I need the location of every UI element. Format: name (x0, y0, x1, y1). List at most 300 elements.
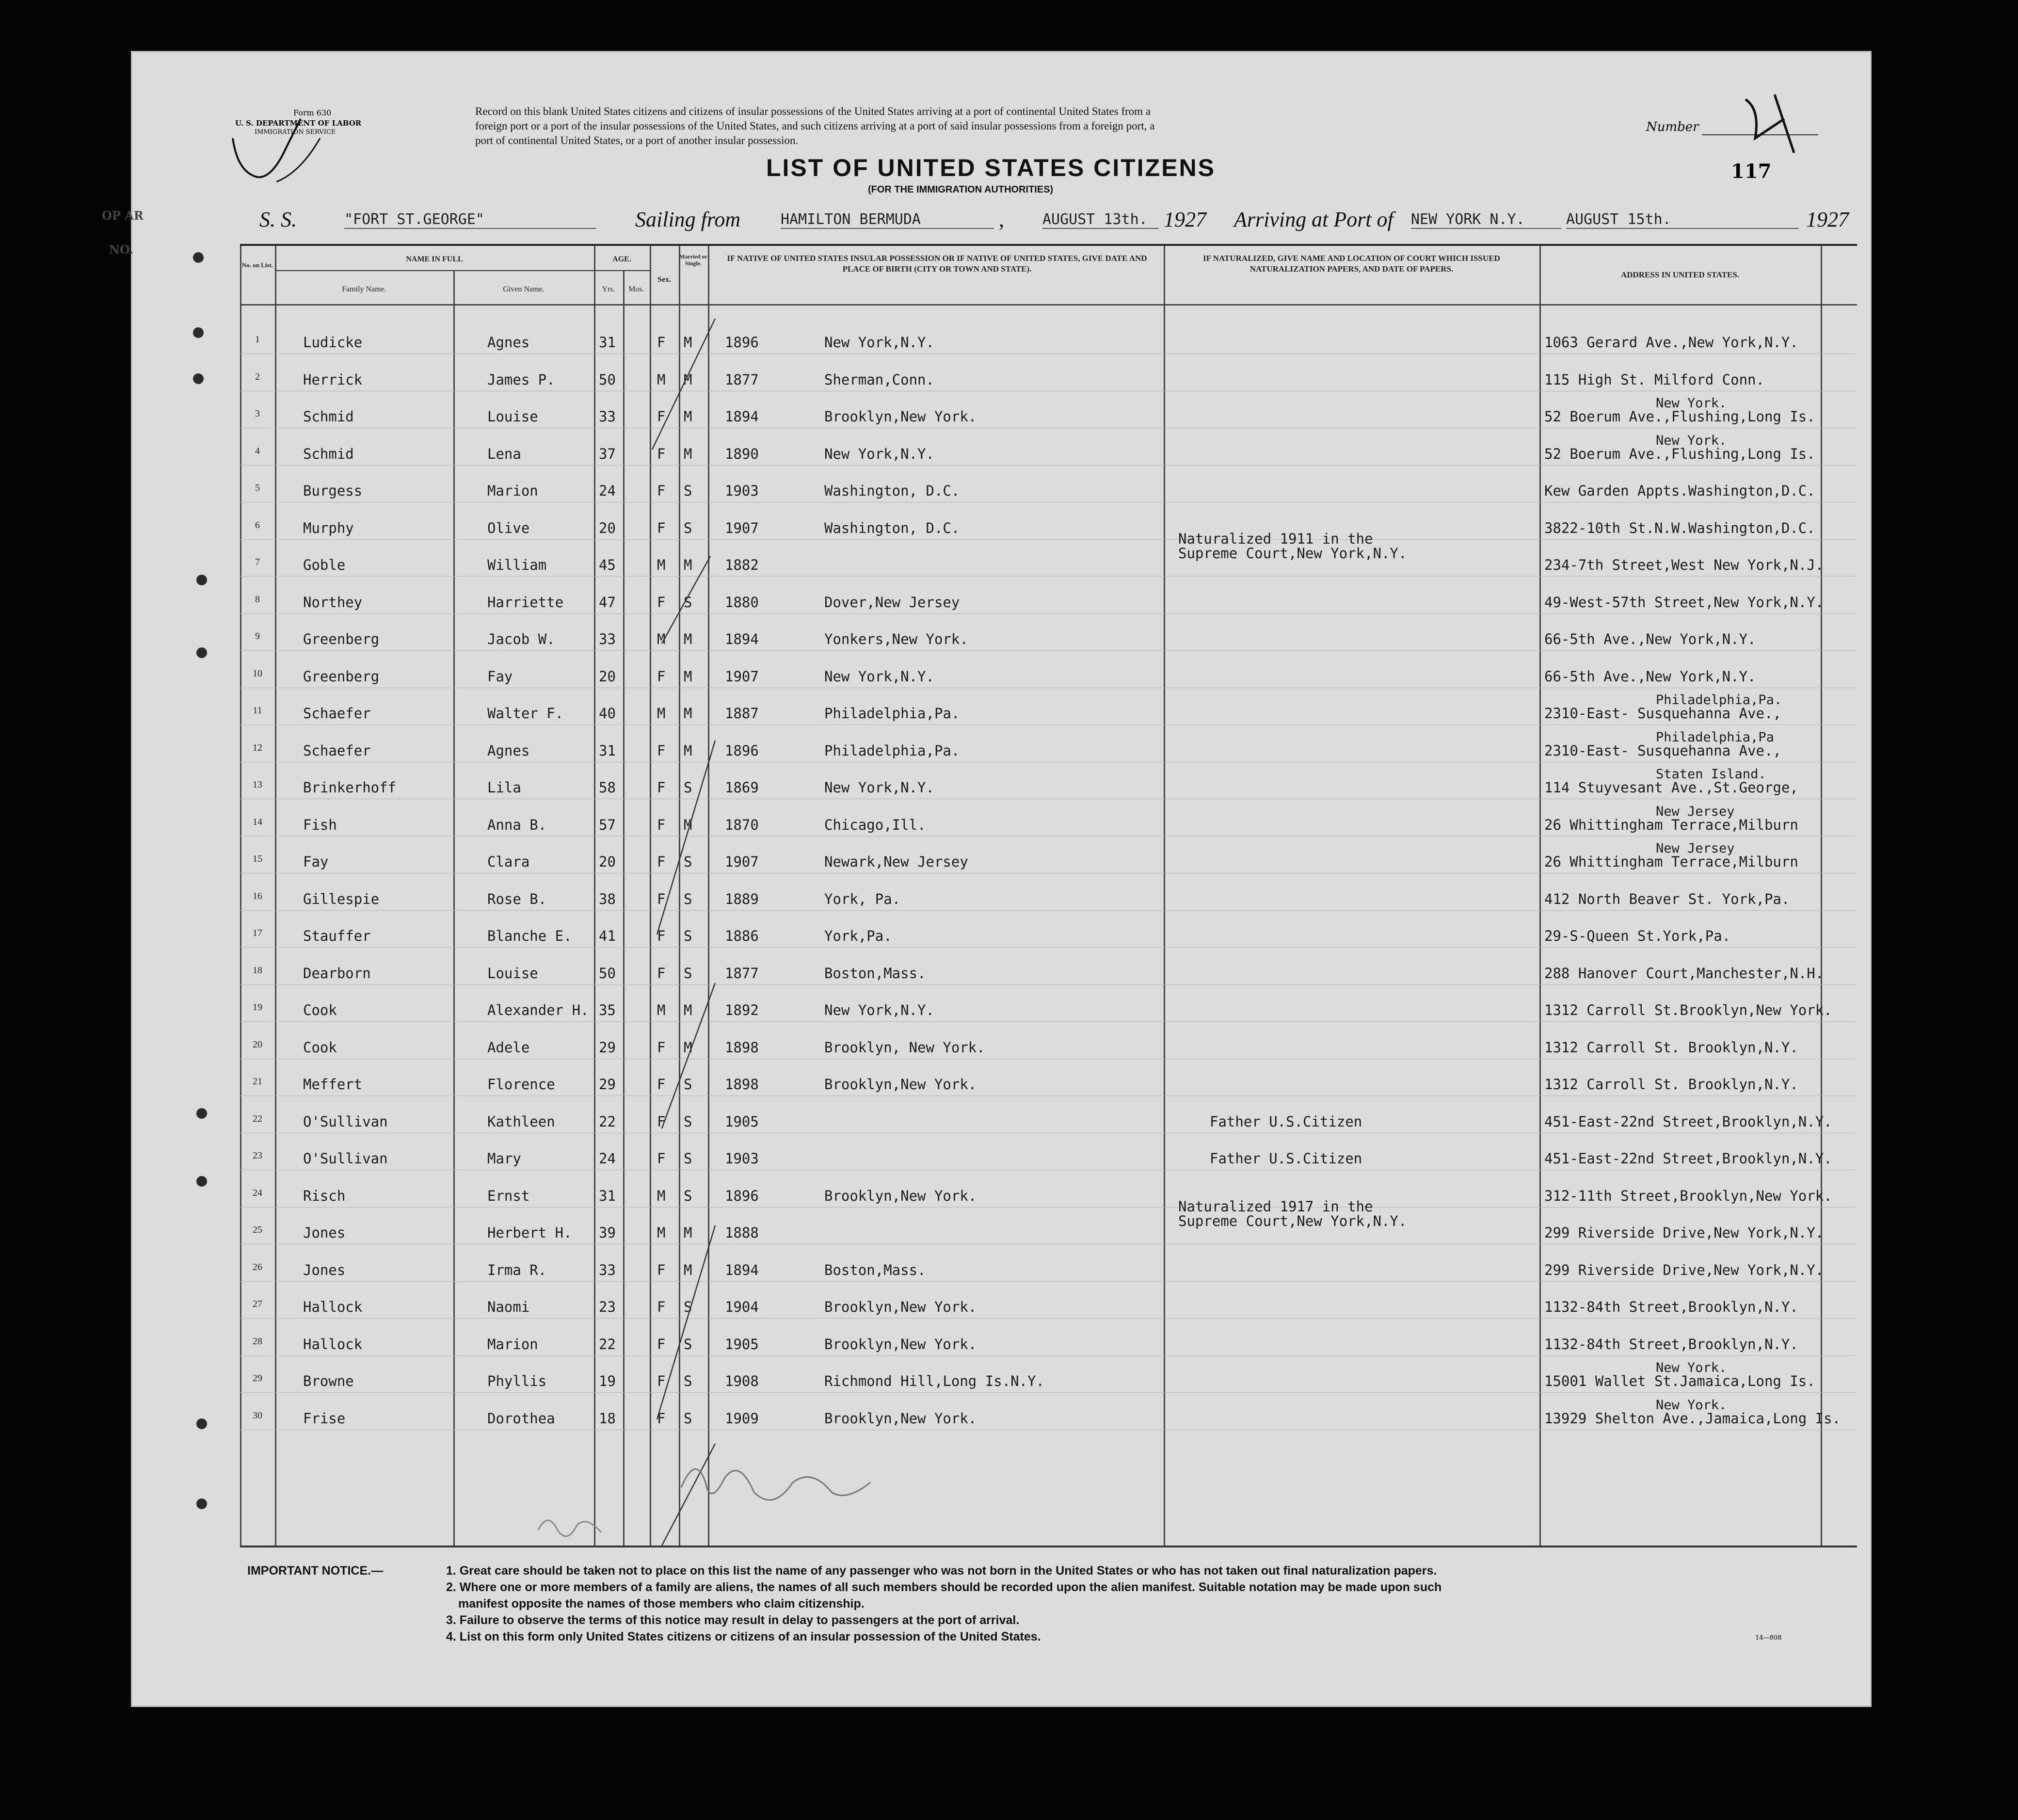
cell-family: Schaefer (303, 705, 371, 722)
cell-address-note: New York. (1656, 433, 1727, 448)
cell-address: Kew Garden Appts.Washington,D.C. (1544, 483, 1815, 499)
cell-age: 40 (599, 705, 616, 722)
cell-place: York,Pa. (824, 928, 892, 944)
cell-place: Chicago,Ill. (824, 816, 926, 833)
cell-year: 1889 (725, 890, 759, 907)
cell-given: Mary (487, 1150, 521, 1167)
cell-given: Adele (487, 1039, 530, 1056)
cell-address: 412 North Beaver St. York,Pa. (1544, 890, 1790, 907)
cell-no: 4 (255, 445, 260, 456)
cell-sex: M (657, 631, 666, 647)
cell-family: Stauffer (303, 928, 371, 944)
cell-given: Harriette (487, 594, 564, 611)
sailing-date: AUGUST 13th. (1042, 211, 1159, 229)
cell-age: 31 (599, 742, 616, 759)
col-header-naturalized: IF NATURALIZED, GIVE NAME AND LOCATION OF COURT WHICH ISSUED NATURALIZATION PAPERS, AND DATE OF PAPERS. (1203, 254, 1500, 274)
col-sep (275, 246, 276, 1546)
page-title: LIST OF UNITED STATES CITIZENS (766, 154, 1216, 181)
cell-age: 39 (599, 1224, 616, 1241)
cell-age: 45 (599, 557, 616, 573)
cell-sex: F (657, 1373, 666, 1389)
cell-no: 12 (253, 742, 262, 753)
cell-address: 299 Riverside Drive,New York,N.Y. (1544, 1224, 1824, 1241)
margin-fragment-1: OP AR (102, 209, 144, 223)
cell-naturalized: Naturalized 1917 in the (1178, 1198, 1373, 1215)
notice-item-2: 2. Where one or more members of a family are aliens, the names of all such members should be recorded upon the alien manifest. Suitable notation may be made upon such (446, 1580, 1442, 1594)
page-number: 117 (1731, 160, 1772, 183)
cell-age: 23 (599, 1299, 616, 1315)
cell-place: Sherman,Conn. (824, 371, 934, 388)
handwritten-check-mark (228, 109, 335, 196)
cell-sex: F (657, 408, 666, 425)
ss-label: S. S. (259, 208, 297, 231)
cell-naturalized: Father U.S.Citizen (1210, 1150, 1362, 1167)
cell-place: Dover,New Jersey (824, 594, 960, 611)
cell-family: Greenberg (303, 631, 380, 647)
cell-age: 31 (599, 334, 616, 351)
cell-sex: F (657, 1076, 666, 1093)
cell-sex: F (657, 1410, 666, 1427)
instruction-line-3: port of continental United States, or a port of another insular possession. (475, 134, 799, 146)
punch-hole (193, 373, 204, 384)
cell-given: Florence (487, 1076, 555, 1093)
cell-given: Agnes (487, 334, 530, 351)
cell-family: Frise (303, 1410, 346, 1427)
cell-family: Cook (303, 1002, 337, 1018)
cell-no: 17 (253, 928, 262, 938)
cell-year: 1896 (725, 334, 759, 351)
notice-label: IMPORTANT NOTICE.— (247, 1564, 384, 1578)
cell-address: 52 Boerum Ave.,Flushing,Long Is. (1544, 445, 1815, 462)
cell-no: 26 (253, 1261, 262, 1272)
cell-given: Lila (487, 779, 521, 796)
cell-no: 29 (253, 1373, 262, 1384)
cell-address-note: Philadelphia,Pa. (1656, 693, 1782, 708)
col-sep (594, 246, 595, 1546)
cell-place: Brooklyn, New York. (824, 1039, 985, 1056)
cell-no: 16 (253, 890, 262, 902)
cell-no: 20 (253, 1039, 262, 1050)
cell-year: 1894 (725, 631, 759, 647)
col-header-mos: Mos. (628, 285, 644, 293)
cell-ms: S (684, 519, 692, 536)
cell-sex: F (657, 519, 666, 536)
department-line: U. S. DEPARTMENT OF LABOR (235, 119, 362, 128)
cell-no: 1 (255, 334, 260, 345)
cell-given: Agnes (487, 742, 530, 759)
col-header-birth: IF NATIVE OF UNITED STATES INSULAR POSSESSION OR IF NATIVE OF UNITED STATES, GIVE DATE AND PLACE OF BIRTH (CITY OR TOWN AND STATE). (727, 254, 1147, 274)
cell-address: 1063 Gerard Ave.,New York,N.Y. (1544, 334, 1798, 351)
row-rule (240, 1318, 1857, 1319)
cell-ms: S (684, 1410, 692, 1427)
cell-ms: M (684, 1261, 692, 1278)
punch-hole (196, 1108, 207, 1119)
cell-ms: M (684, 705, 692, 722)
col-sep (453, 270, 455, 1546)
cell-year: 1905 (725, 1336, 759, 1353)
cell-no: 11 (253, 705, 262, 716)
cell-ms: S (684, 1113, 692, 1130)
cell-given: Alexander H. (487, 1002, 589, 1018)
cell-given: Walter F. (487, 705, 564, 722)
cell-given: Blanche E. (487, 928, 572, 944)
cell-no: 10 (253, 668, 262, 679)
cell-given: Irma R. (487, 1261, 547, 1278)
col-header-given: Given Name. (503, 285, 545, 293)
cell-sex: F (657, 890, 666, 907)
cell-address-note: New York. (1656, 1360, 1727, 1375)
punch-hole (193, 327, 204, 338)
cell-sex: F (657, 928, 666, 944)
cell-place: New York,N.Y. (824, 779, 934, 796)
cell-address: 13929 Shelton Ave.,Jamaica,Long Is. (1544, 1410, 1841, 1427)
cell-age: 33 (599, 631, 616, 647)
cell-age: 29 (599, 1039, 616, 1056)
row-rule (240, 613, 1857, 614)
cell-sex: F (657, 1039, 666, 1056)
cell-family: Risch (303, 1187, 346, 1204)
cell-age: 47 (599, 594, 616, 611)
cell-place: Washington, D.C. (824, 483, 960, 499)
cell-no: 27 (253, 1299, 262, 1309)
cell-address: 1312 Carroll St. Brooklyn,N.Y. (1544, 1076, 1798, 1093)
col-sep (1164, 246, 1165, 1546)
punch-hole (196, 647, 207, 658)
cell-ms: M (684, 557, 692, 573)
cell-family: Northey (303, 594, 363, 611)
cell-address: 2310-East- Susquehanna Ave., (1544, 705, 1781, 722)
cell-place: Brooklyn,New York. (824, 1336, 977, 1353)
cell-age: 22 (599, 1336, 616, 1353)
cell-place: Philadelphia,Pa. (824, 705, 960, 722)
arrival-port: NEW YORK N.Y. (1411, 211, 1561, 229)
cell-family: Jones (303, 1224, 346, 1241)
cell-place: Brooklyn,New York. (824, 1076, 977, 1093)
cell-given: Jacob W. (487, 631, 555, 647)
cell-address-note: New York. (1656, 1397, 1727, 1413)
cell-sex: F (657, 483, 666, 499)
cell-age: 31 (599, 1187, 616, 1204)
cell-address: 234-7th Street,West New York,N.J. (1544, 557, 1824, 573)
cell-sex: F (657, 1336, 666, 1353)
cell-ms: M (684, 1224, 692, 1241)
cell-given: Kathleen (487, 1113, 555, 1130)
cell-family: Schmid (303, 445, 354, 462)
punch-hole (196, 575, 207, 585)
cell-no: 14 (253, 816, 262, 827)
instruction-line-2: foreign port or a port of the insular possessions of the United States, and such citizens arriving at a port of said insular possessions from a foreign port, a (475, 120, 1155, 132)
notice-item-1: 1. Great care should be taken not to place on this list the name of any passenger who was not born in the United States or who has not taken out final naturalization papers. (446, 1564, 1437, 1578)
cell-address: 26 Whittingham Terrace,Milburn (1544, 816, 1798, 833)
cell-ms: M (684, 371, 692, 388)
cell-given: Anna B. (487, 816, 547, 833)
cell-year: 1894 (725, 408, 759, 425)
cell-place: New York,N.Y. (824, 1002, 934, 1018)
arrival-year: 1927 (1806, 208, 1849, 231)
cell-age: 24 (599, 483, 616, 499)
cell-ms: S (684, 1336, 692, 1353)
number-label: Number (1646, 120, 1699, 134)
cell-year: 1905 (725, 1113, 759, 1130)
cell-year: 1892 (725, 1002, 759, 1018)
cell-no: 28 (253, 1336, 262, 1347)
cell-sex: M (657, 1224, 666, 1241)
cell-address: 115 High St. Milford Conn. (1544, 371, 1764, 388)
cell-family: Herrick (303, 371, 363, 388)
manifest-sheet (102, 51, 1872, 1707)
cell-ms: M (684, 631, 692, 647)
cell-family: Hallock (303, 1299, 363, 1315)
cell-year: 1907 (725, 668, 759, 685)
cell-family: Brinkerhoff (303, 779, 397, 796)
row-rule (240, 1021, 1857, 1022)
row-rule (240, 650, 1857, 651)
passenger-table (240, 244, 1857, 1555)
cell-age: 35 (599, 1002, 616, 1018)
cell-no: 18 (253, 965, 262, 976)
cell-given: William (487, 557, 547, 573)
tally-marks (642, 304, 720, 1546)
cell-no: 2 (255, 371, 260, 382)
cell-family: Murphy (303, 519, 354, 536)
cell-ms: M (684, 668, 692, 685)
punch-hole (193, 252, 204, 263)
cell-family: Schmid (303, 408, 354, 425)
cell-ms: S (684, 1373, 692, 1389)
cell-year: 1896 (725, 742, 759, 759)
col-header-yrs: Yrs. (602, 285, 615, 293)
notice-item-2-cont: manifest opposite the names of those members who claim citizenship. (458, 1597, 865, 1611)
cell-age: 33 (599, 408, 616, 425)
cell-ms: M (684, 1039, 692, 1056)
cell-age: 22 (599, 1113, 616, 1130)
cell-no: 13 (253, 779, 262, 790)
cell-ms: M (684, 445, 692, 462)
cell-family: Greenberg (303, 668, 380, 685)
cell-age: 37 (599, 445, 616, 462)
row-rule (240, 910, 1857, 911)
punch-hole (196, 1176, 207, 1187)
cell-given: Olive (487, 519, 530, 536)
cell-sex: M (657, 705, 666, 722)
cell-age: 18 (599, 1410, 616, 1427)
cell-ms: S (684, 1299, 692, 1315)
arriving-label: Arriving at Port of (1234, 208, 1393, 231)
cell-ms: S (684, 965, 692, 982)
cell-family: Cook (303, 1039, 337, 1056)
cell-ms: S (684, 1150, 692, 1167)
row-rule (240, 1355, 1857, 1356)
cell-age: 19 (599, 1373, 616, 1389)
cell-age: 58 (599, 779, 616, 796)
cell-address: 49-West-57th Street,New York,N.Y. (1544, 594, 1824, 611)
cell-year: 1903 (725, 483, 759, 499)
cell-year: 1888 (725, 1224, 759, 1241)
cell-address: 15001 Wallet St.Jamaica,Long Is. (1544, 1373, 1815, 1389)
cell-address: 114 Stuyvesant Ave.,St.George, (1544, 779, 1798, 796)
cell-family: O'Sullivan (303, 1150, 388, 1167)
cell-family: Gillespie (303, 890, 380, 907)
sailing-year: 1927 (1164, 208, 1206, 231)
cell-ms: M (684, 408, 692, 425)
row-rule (240, 1392, 1857, 1393)
cell-naturalized: Naturalized 1911 in the (1178, 531, 1373, 547)
col-sep (1539, 246, 1541, 1546)
cell-family: Hallock (303, 1336, 363, 1353)
cell-family: Fay (303, 854, 329, 870)
pencil-signature (676, 1449, 880, 1521)
cell-sex: F (657, 779, 666, 796)
cell-age: 20 (599, 668, 616, 685)
cell-address: 312-11th Street,Brooklyn,New York. (1544, 1187, 1832, 1204)
cell-ms: S (684, 779, 692, 796)
cell-family: Burgess (303, 483, 363, 499)
cell-no: 30 (253, 1410, 262, 1421)
cell-ms: S (684, 483, 692, 499)
cell-year: 1908 (725, 1373, 759, 1389)
cell-address: 66-5th Ave.,New York,N.Y. (1544, 668, 1756, 685)
cell-given: Marion (487, 1336, 538, 1353)
cell-sex: F (657, 854, 666, 870)
cell-place: Washington, D.C. (824, 519, 960, 536)
cell-sex: F (657, 594, 666, 611)
col-header-name: NAME IN FULL (406, 255, 463, 263)
cell-year: 1890 (725, 445, 759, 462)
cell-sex: F (657, 742, 666, 759)
col-header-address: ADDRESS IN UNITED STATES. (1620, 270, 1740, 279)
cell-given: Naomi (487, 1299, 530, 1315)
notice-item-4: 4. List on this form only United States citizens or citizens of an insular possession of the United States. (446, 1630, 1041, 1643)
cell-sex: F (657, 1113, 666, 1130)
cell-place: New York,N.Y. (824, 668, 934, 685)
cell-year: 1877 (725, 965, 759, 982)
cell-place: Boston,Mass. (824, 1261, 926, 1278)
table-bottom-rule (240, 1546, 1857, 1547)
cell-given: Marion (487, 483, 538, 499)
cell-address: 1312 Carroll St.Brooklyn,New York. (1544, 1002, 1832, 1018)
cell-year: 1877 (725, 371, 759, 388)
cell-given: Dorothea (487, 1410, 555, 1427)
cell-year: 1882 (725, 557, 759, 573)
cell-address: 52 Boerum Ave.,Flushing,Long Is. (1544, 408, 1815, 425)
cell-no: 19 (253, 1002, 262, 1013)
cell-year: 1898 (725, 1039, 759, 1056)
cell-family: Fish (303, 816, 337, 833)
notice-item-3: 3. Failure to observe the terms of this notice may result in delay to passengers at the port of arrival. (446, 1613, 1020, 1627)
service-line: IMMIGRATION SERVICE (255, 129, 336, 136)
cell-given: Phyllis (487, 1373, 547, 1389)
cell-address-note: New Jersey (1656, 841, 1735, 856)
cell-age: 29 (599, 1076, 616, 1093)
cell-sex: M (657, 371, 666, 388)
cell-address-note: Philadelphia,Pa (1656, 729, 1774, 745)
cell-no: 7 (255, 557, 260, 567)
row-rule (240, 465, 1857, 466)
cell-age: 20 (599, 519, 616, 536)
cell-place: Brooklyn,New York. (824, 1410, 977, 1427)
cell-sex: F (657, 445, 666, 462)
cell-sex: F (657, 1150, 666, 1167)
cell-family: Schaefer (303, 742, 371, 759)
cell-no: 8 (255, 594, 260, 605)
cell-ms: S (684, 1076, 692, 1093)
cell-address-note: New Jersey (1656, 804, 1735, 819)
subheader-rule (275, 270, 650, 271)
cell-ms: M (684, 334, 692, 351)
handwritten-number-mark (1726, 90, 1823, 158)
row-rule (240, 1281, 1857, 1282)
cell-family: Browne (303, 1373, 354, 1389)
cell-address-note: Staten Island. (1656, 767, 1766, 782)
cell-ms: M (684, 1002, 692, 1018)
cell-sex: F (657, 668, 666, 685)
cell-place: Newark,New Jersey (824, 854, 968, 870)
cell-year: 1909 (725, 1410, 759, 1427)
cell-naturalized: Father U.S.Citizen (1210, 1113, 1362, 1130)
cell-age: 24 (599, 1150, 616, 1167)
cell-age: 20 (599, 854, 616, 870)
cell-no: 21 (253, 1076, 262, 1087)
cell-sex: M (657, 557, 666, 573)
margin-fragment-2: NO. (109, 242, 133, 257)
cell-given: Rose B. (487, 890, 547, 907)
cell-family: Meffert (303, 1076, 363, 1093)
cell-year: 1898 (725, 1076, 759, 1093)
row-rule (240, 836, 1857, 837)
cell-given: Ernst (487, 1187, 530, 1204)
sailing-from: HAMILTON BERMUDA (781, 211, 994, 229)
cell-sex: F (657, 1299, 666, 1315)
cell-address: 1132-84th Street,Brooklyn,N.Y. (1544, 1299, 1798, 1315)
cell-year: 1870 (725, 816, 759, 833)
col-header-sex: Sex. (657, 275, 671, 284)
cell-year: 1880 (725, 594, 759, 611)
cell-given: James P. (487, 371, 555, 388)
cell-year: 1886 (725, 928, 759, 944)
cell-no: 25 (253, 1224, 262, 1235)
cell-sex: F (657, 1261, 666, 1278)
cell-address: 1312 Carroll St. Brooklyn,N.Y. (1544, 1039, 1798, 1056)
cell-year: 1887 (725, 705, 759, 722)
cell-year: 1869 (725, 779, 759, 796)
cell-naturalized: Supreme Court,New York,N.Y. (1178, 1213, 1407, 1229)
cell-no: 24 (253, 1187, 262, 1198)
cell-place: Brooklyn,New York. (824, 1187, 977, 1204)
cell-year: 1894 (725, 1261, 759, 1278)
form-code: 14—808 (1755, 1634, 1782, 1642)
instruction-line-1: Record on this blank United States citizens and citizens of insular possessions of the United States arriving at a port of continental United States from a (475, 105, 1151, 117)
cell-address: 451-East-22nd Street,Brooklyn,N.Y. (1544, 1113, 1832, 1130)
sailing-comma: , (999, 208, 1004, 231)
cell-ms: S (684, 890, 692, 907)
cell-address: 2310-East- Susquehanna Ave., (1544, 742, 1781, 759)
cell-ms: M (684, 742, 692, 759)
row-rule (240, 984, 1857, 985)
cell-no: 9 (255, 631, 260, 642)
row-rule (240, 539, 1857, 540)
cell-age: 50 (599, 371, 616, 388)
cell-age: 33 (599, 1261, 616, 1278)
cell-address: 1132-84th Street,Brooklyn,N.Y. (1544, 1336, 1798, 1353)
cell-address: 29-S-Queen St.York,Pa. (1544, 928, 1731, 944)
cell-place: Richmond Hill,Long Is.N.Y. (824, 1373, 1044, 1389)
row-rule (240, 947, 1857, 948)
cell-family: Jones (303, 1261, 346, 1278)
cell-no: 3 (255, 408, 260, 419)
sailing-label: Sailing from (635, 208, 741, 231)
cell-address: 451-East-22nd Street,Brooklyn,N.Y. (1544, 1150, 1832, 1167)
cell-age: 38 (599, 890, 616, 907)
